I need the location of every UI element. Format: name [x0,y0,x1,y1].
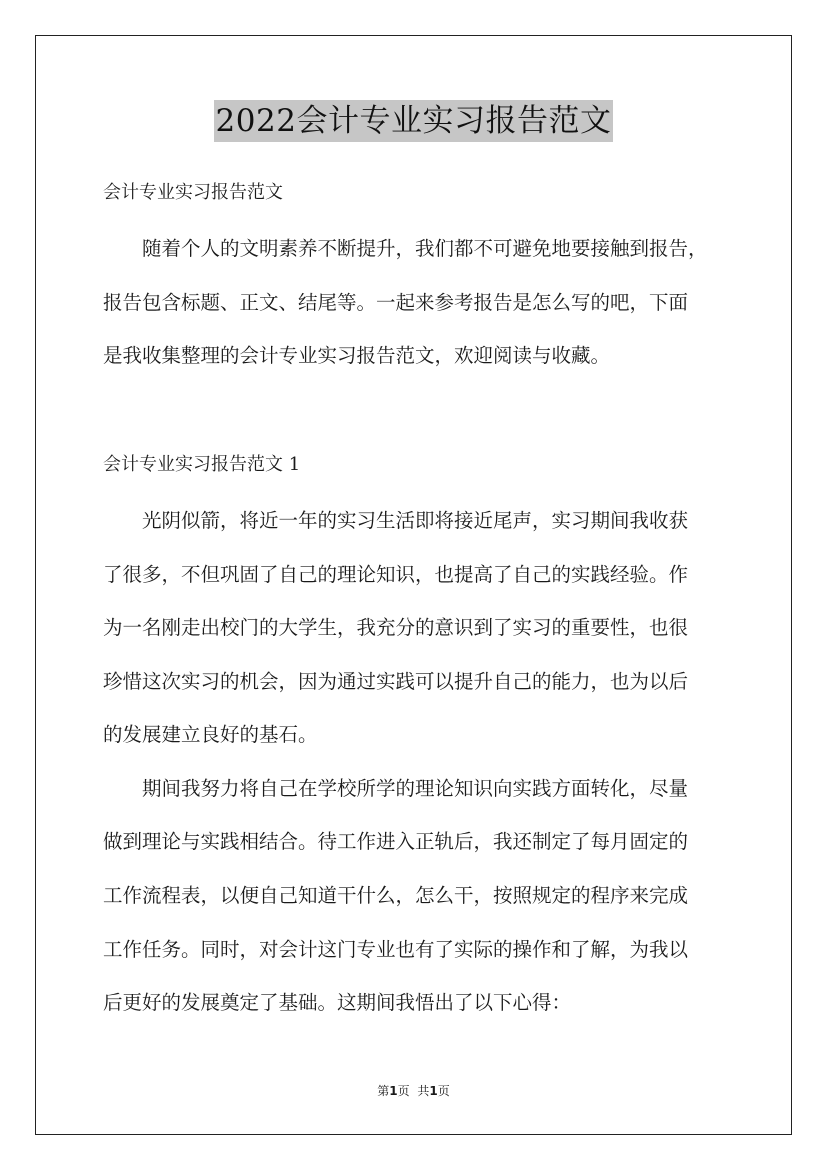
paragraph-line: 工作流程表，以便自己知道干什么，怎么干，按照规定的程序来完成 [103,884,689,907]
paragraph-line: 光阴似箭，将近一年的实习生活即将接近尾声，实习期间我收获 [142,509,689,532]
page-prefix: 第 [377,1084,390,1098]
paragraph-line: 的发展建立良好的基石。 [103,723,318,746]
paragraph-line: 后更好的发展奠定了基础。这期间我悟出了以下心得： [103,991,572,1014]
page-footer [0,1083,827,1099]
total-prefix: 共 [417,1084,430,1098]
paragraph-line: 为一名刚走出校门的大学生，我充分的意识到了实习的重要性，也很 [103,616,689,639]
intro-line: 是我收集整理的会计专业实习报告范文，欢迎阅读与收藏。 [103,344,611,367]
intro-heading: 会计专业实习报告范文 [103,182,283,203]
paragraph-line: 珍惜这次实习的机会，因为通过实践可以提升自己的能力，也为以后 [103,670,689,693]
paragraph-line: 做到理论与实践相结合。待工作进入正轨后，我还制定了每月固定的 [103,830,689,853]
paragraph-line: 了很多，不但巩固了自己的理论知识，也提高了自己的实践经验。作 [103,563,689,586]
title-container [0,100,827,142]
page-number: 1 [389,1084,398,1098]
paragraph-line: 期间我努力将自己在学校所学的理论知识向实践方面转化，尽量 [142,777,689,800]
paragraph-line: 工作任务。同时，对会计这门专业也有了实际的操作和了解，为我以 [103,938,689,961]
intro-line: 随着个人的文明素养不断提升，我们都不可避免地要接触到报告， [142,237,708,260]
intro-line: 报告包含标题、正文、结尾等。一起来参考报告是怎么写的吧，下面 [103,291,689,314]
section1-heading: 会计专业实习报告范文 1 [103,454,301,475]
total-suffix: 页 [437,1084,450,1098]
page-suffix: 页 [397,1084,410,1098]
total-number: 1 [429,1084,438,1098]
document-title: 2022会计专业实习报告范文 [214,100,614,142]
